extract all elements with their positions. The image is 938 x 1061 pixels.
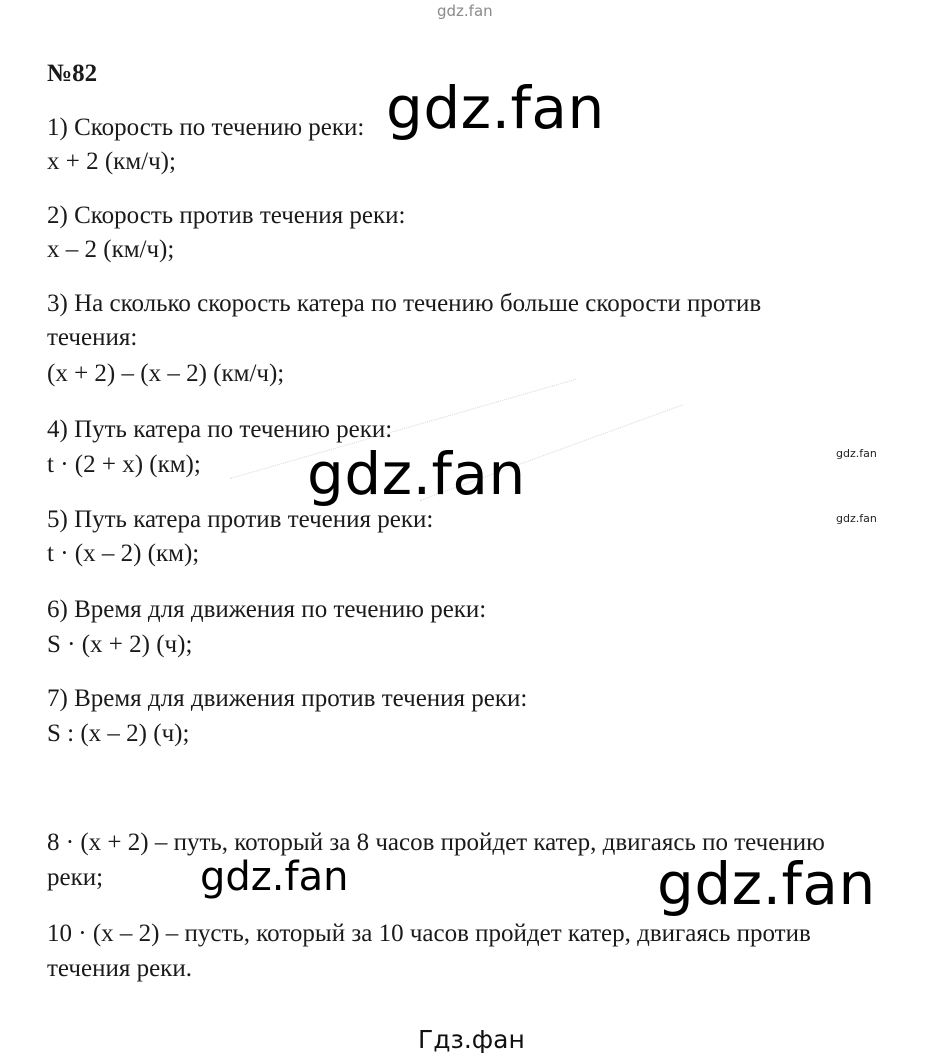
- item-4-heading: 4) Путь катера по течению реки:: [47, 416, 393, 443]
- item-3-heading: 3) На сколько скорость катера по течению больше скорости против: [47, 290, 762, 317]
- item-3-line-2: (x + 2) – (x – 2) (км/ч);: [47, 360, 285, 387]
- item-2-heading: 2) Скорость против течения реки:: [47, 202, 406, 229]
- watermark-side-1: gdz.fan: [836, 447, 877, 460]
- note-2-line-1: 10 · (x – 2) – пусть, который за 10 часов пройдет катер, двигаясь против: [47, 920, 811, 947]
- watermark-lower-right: gdz.fan: [657, 850, 876, 918]
- watermark-lower-left: gdz.fan: [200, 854, 349, 900]
- problem-number: №82: [47, 60, 98, 87]
- item-2-line: x – 2 (км/ч);: [47, 236, 175, 263]
- watermark-upper-right: gdz.fan: [386, 74, 605, 142]
- watermark-side-2: gdz.fan: [836, 512, 877, 525]
- note-1-line-2: реки;: [47, 864, 104, 891]
- item-4-line: t · (2 + x) (км);: [47, 451, 201, 478]
- item-1-line: x + 2 (км/ч);: [47, 148, 176, 175]
- note-1-line-1: 8 · (x + 2) – путь, который за 8 часов пройдет катер, двигаясь по течению: [47, 829, 825, 856]
- item-7-heading: 7) Время для движения против течения реки:: [47, 685, 528, 712]
- watermark-top: gdz.fan: [437, 2, 493, 20]
- watermark-middle: gdz.fan: [307, 440, 526, 508]
- footer-caption: Гдз.фан: [418, 1025, 525, 1054]
- item-6-heading: 6) Время для движения по течению реки:: [47, 596, 487, 623]
- item-6-line: S · (x + 2) (ч);: [47, 631, 193, 658]
- note-2-line-2: течения реки.: [47, 955, 192, 982]
- item-3-line-1: течения:: [47, 324, 138, 351]
- item-1-heading: 1) Скорость по течению реки:: [47, 114, 365, 141]
- item-5-heading: 5) Путь катера против течения реки:: [47, 506, 434, 533]
- item-5-line: t · (x – 2) (км);: [47, 540, 200, 567]
- item-7-line: S : (x – 2) (ч);: [47, 720, 190, 747]
